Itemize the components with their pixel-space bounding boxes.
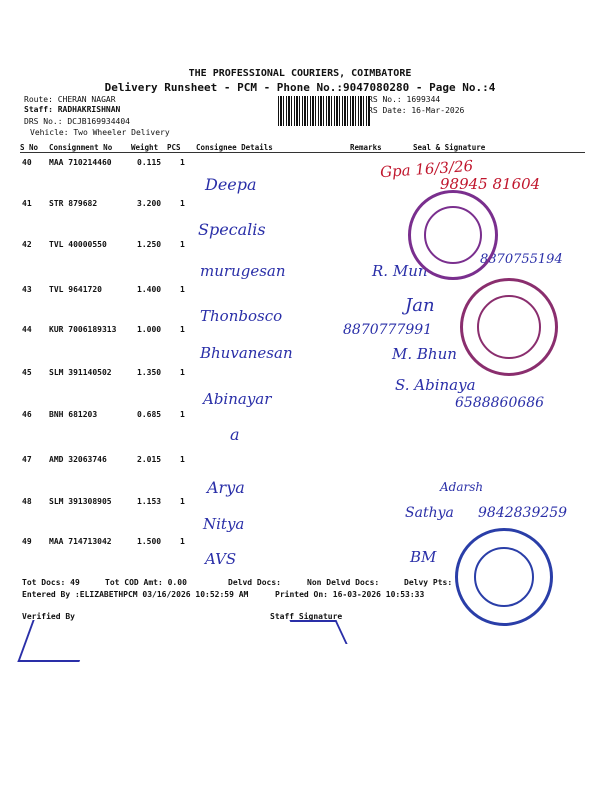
row-sno: 40 — [22, 158, 32, 167]
row-weight: 1.153 — [137, 497, 162, 506]
rs-date: RS Date: 16-Mar-2026 — [368, 106, 465, 115]
route: Route: CHERAN NAGAR — [24, 95, 116, 104]
row-phone: 8870755194 — [480, 252, 563, 267]
row-sno: 41 — [22, 199, 32, 208]
delivered-docs: Delvd Docs: — [228, 578, 281, 587]
row-consignment: MAA 714713042 — [49, 537, 112, 546]
header-divider — [20, 152, 585, 153]
row-consignment: TVL 40000550 — [49, 240, 107, 249]
printed-on: Printed On: 16-03-2026 10:53:33 — [275, 590, 425, 599]
row-signature: R. Mun — [372, 262, 428, 280]
row-signature: Gpa 16/3/26 — [379, 156, 474, 182]
row-weight: 0.685 — [137, 410, 162, 419]
row-pcs: 1 — [180, 158, 185, 167]
barcode — [278, 96, 370, 126]
total-cod: Tot COD Amt: 0.00 — [105, 578, 187, 587]
row-consignee-handwriting: Specalis — [198, 220, 266, 239]
entered-by: Entered By :ELIZABETHPCM 03/16/2026 10:52:59 AM — [22, 590, 249, 599]
row-phone: 9842839259 — [478, 505, 568, 521]
col-weight: Weight — [131, 143, 159, 152]
row-signature: Adarsh — [440, 480, 484, 494]
school-seal-stamp — [460, 278, 558, 376]
staff-signature-label: Staff Signature — [270, 612, 343, 621]
row-consignment: KUR 7006189313 — [49, 325, 117, 334]
row-pcs: 1 — [180, 497, 185, 506]
row-pcs: 1 — [180, 285, 185, 294]
row-sno: 47 — [22, 455, 32, 464]
staff-signature — [289, 620, 347, 644]
row-pcs: 1 — [180, 368, 185, 377]
row-consignment: BNH 681203 — [49, 410, 98, 419]
row-consignee-handwriting: Arya — [207, 478, 245, 497]
testing-seal-stamp — [408, 190, 498, 280]
row-phone: 8870777991 — [343, 322, 433, 338]
drs-number: DRS No.: DCJB169934404 — [24, 117, 130, 126]
row-weight: 1.350 — [137, 368, 162, 377]
row-pcs: 1 — [180, 455, 185, 464]
row-signature: M. Bhun — [392, 345, 457, 363]
row-phone: 6588860686 — [455, 395, 545, 411]
row-phone: 98945 81604 — [440, 175, 541, 193]
row-sno: 44 — [22, 325, 32, 334]
row-consignee-handwriting: a — [230, 425, 240, 444]
delivery-points: Delvy Pts: — [404, 578, 453, 587]
vehicle: Vehicle: Two Wheeler Delivery — [30, 128, 170, 137]
col-seal-signature: Seal & Signature — [413, 143, 486, 152]
row-consignee-handwriting: Nitya — [203, 515, 245, 533]
row-signature: Jan — [405, 295, 435, 316]
row-consignment: SLM 391140502 — [49, 368, 112, 377]
row-pcs: 1 — [180, 199, 185, 208]
row-pcs: 1 — [180, 410, 185, 419]
row-sno: 49 — [22, 537, 32, 546]
row-weight: 1.000 — [137, 325, 162, 334]
row-pcs: 1 — [180, 325, 185, 334]
row-sno: 48 — [22, 497, 32, 506]
row-signature: S. Abinaya — [395, 376, 476, 394]
handwriting-avs: AVS — [205, 550, 237, 568]
rs-number: RS No.: 1699344 — [368, 95, 441, 104]
row-consignment: SLM 391308905 — [49, 497, 112, 506]
row-sno: 43 — [22, 285, 32, 294]
row-weight: 1.400 — [137, 285, 162, 294]
row-consignment: AMD 32063746 — [49, 455, 107, 464]
row-signature: Sathya — [405, 505, 454, 521]
row-consignment: STR 879682 — [49, 199, 98, 208]
row-weight: 0.115 — [137, 158, 162, 167]
col-pcs: PCS — [167, 143, 181, 152]
verified-by-label: Verified By — [22, 612, 75, 621]
row-sno: 46 — [22, 410, 32, 419]
col-consignment: Consignment No — [49, 143, 113, 152]
row-weight: 3.200 — [137, 199, 162, 208]
row-sno: 45 — [22, 368, 32, 377]
row-consignee-handwriting: Abinayar — [203, 390, 272, 408]
col-consignee: Consignee Details — [196, 143, 273, 152]
row-consignee-handwriting: murugesan — [200, 262, 286, 280]
row-consignment: TVL 9641720 — [49, 285, 102, 294]
staff: Staff: RADHAKRISHNAN — [24, 105, 121, 114]
row-pcs: 1 — [180, 537, 185, 546]
row-weight: 1.500 — [137, 537, 162, 546]
row-consignee-handwriting: Bhuvanesan — [200, 344, 293, 362]
row-pcs: 1 — [180, 240, 185, 249]
verified-signature — [17, 620, 94, 662]
total-docs: Tot Docs: 49 — [22, 578, 80, 587]
avs-lab-seal-stamp — [455, 528, 553, 626]
row-weight: 2.015 — [137, 455, 162, 464]
non-delivered-docs: Non Delvd Docs: — [307, 578, 380, 587]
runsheet-title: Delivery Runsheet - PCM - Phone No.:9047080280 - Page No.:4 — [104, 81, 496, 94]
row-weight: 1.250 — [137, 240, 162, 249]
col-sno: S No — [20, 143, 39, 152]
company-title: THE PROFESSIONAL COURIERS, COIMBATORE — [188, 68, 412, 79]
handwriting-bm: BM — [410, 548, 437, 566]
row-sno: 42 — [22, 240, 32, 249]
row-consignment: MAA 710214460 — [49, 158, 112, 167]
col-remarks: Remarks — [350, 143, 382, 152]
row-consignee-handwriting: Deepa — [205, 175, 257, 194]
row-consignee-handwriting: Thonbosco — [200, 307, 283, 325]
